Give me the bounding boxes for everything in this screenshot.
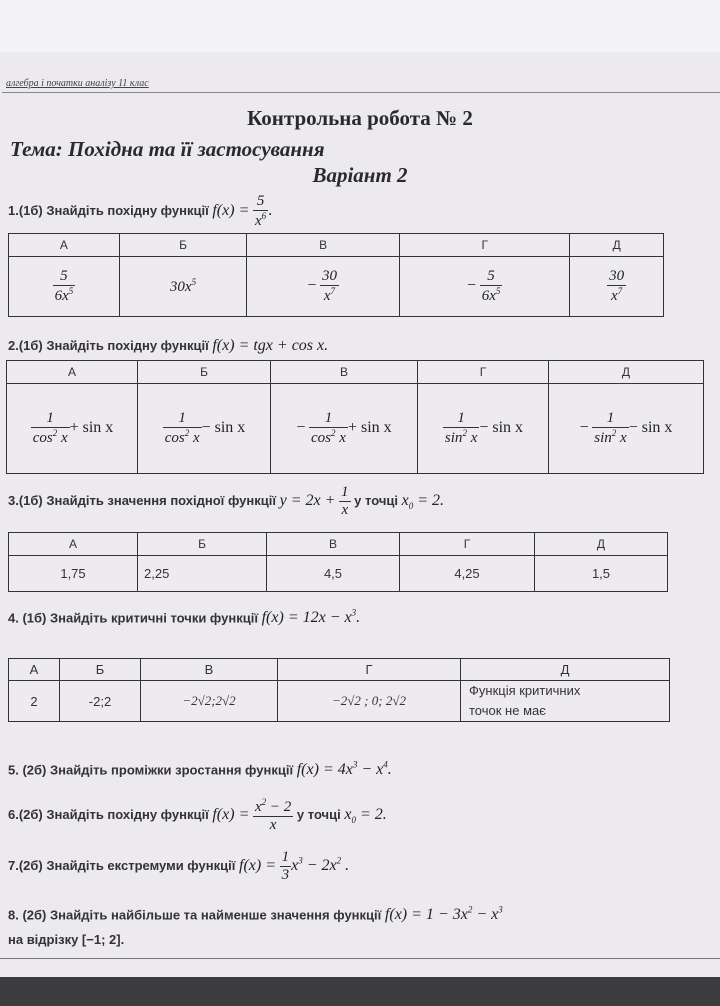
q2-letter-a: А — [7, 361, 138, 384]
question-5 — [8, 760, 392, 779]
q2-answer-d: $\frac{1}{\sin^2 x}$ − sin x — [418, 384, 549, 474]
course-header: алгебра і початки аналізу 11 клас — [6, 78, 149, 89]
bottom-divider — [0, 958, 720, 959]
question-4 — [8, 608, 360, 627]
question-6-fraction: $\frac{x^2 - 2}{x}$ — [254, 797, 292, 833]
q2-answer-e: − $\frac{1}{\sin^2 x}$ − sin x — [549, 384, 704, 474]
q1-answer-b: $30x^5$ — [119, 257, 246, 317]
q4-answer-a: 2 — [9, 681, 60, 722]
question-3-answers — [8, 532, 668, 592]
question-3-fraction: $\frac{1}{x}$ — [341, 484, 349, 518]
q3-answer-b: 2,25 — [138, 556, 267, 592]
q4-answer-e-line2: точок не має — [469, 703, 546, 718]
question-8-interval: на відрізку [−1; 2]. — [8, 932, 125, 947]
question-3-text: 3.(1б) Знайдіть значення похідної функції — [8, 492, 276, 508]
top-bar — [0, 0, 720, 52]
q3-letter-a: А — [9, 533, 138, 556]
question-4-answers — [8, 658, 670, 722]
answer-letter-c: В — [247, 234, 400, 257]
question-1-answers — [8, 233, 664, 317]
question-5-text: 5. (2б) Знайдіть проміжки зростання функції — [8, 762, 294, 778]
question-6-point-text: у точці — [296, 806, 341, 822]
question-1-formula-lhs: f(x) = — [212, 201, 250, 219]
q4-letter-a: А — [9, 659, 60, 681]
question-7-text: 7.(2б) Знайдіть екстремуми функції — [8, 857, 236, 873]
question-4-formula: $f(x) = 12x - x^3$. — [261, 608, 361, 627]
q2-answer-a: $\frac{1}{\cos^2 x}$ + sin x — [7, 384, 138, 474]
q4-answer-e — [461, 681, 670, 722]
question-3-formula: y = 2x + — [279, 491, 336, 509]
question-7-formula-rest: $x^3 - 2x^2$ . — [291, 855, 350, 874]
q2-letter-b: Б — [138, 361, 271, 384]
answer-letter-d: Г — [400, 234, 570, 257]
variant-heading: Варіант 2 — [312, 163, 408, 187]
answer-letter-a: А — [9, 234, 120, 257]
question-8-text: 8. (2б) Знайдіть найбільше та найменше значення функції — [8, 907, 382, 923]
question-6-point: $x_0 = 2$. — [344, 805, 387, 826]
q3-answer-a: 1,75 — [9, 556, 138, 592]
q4-answer-b: -2;2 — [60, 681, 141, 722]
q3-letter-b: Б — [138, 533, 267, 556]
question-1-tail: . — [268, 201, 273, 219]
q3-letter-d: Г — [400, 533, 535, 556]
q3-answer-c: 4,5 — [267, 556, 400, 592]
page-title: Контрольна робота № 2 — [247, 106, 473, 130]
question-3 — [8, 484, 444, 519]
topic-heading: Тема: Похідна та її застосування — [10, 137, 325, 161]
question-1-fraction: $\frac{5}{x^6}$ — [254, 193, 267, 229]
bottom-bar — [0, 977, 720, 1006]
question-5-formula: $f(x) = 4x^3 - x^4$. — [296, 760, 392, 779]
q1-answer-d: − $\frac{5}{6x^5}$ — [400, 257, 570, 317]
question-2-text: 2.(1б) Знайдіть похідну функції — [8, 338, 209, 353]
q1-answer-c: − $\frac{30}{x^7}$ — [247, 257, 400, 317]
q2-answer-b: $\frac{1}{\cos^2 x}$ − sin x — [138, 384, 271, 474]
header-divider — [2, 92, 720, 93]
q4-answer-c: −2√2;2√2 — [141, 681, 278, 722]
question-1 — [8, 193, 272, 230]
q1-answer-a: $\frac{5}{6x^5}$ — [9, 257, 120, 317]
q4-answer-d: −2√2 ; 0; 2√2 — [278, 681, 461, 722]
question-2-answers — [6, 360, 704, 474]
question-7-fraction: $\frac{1}{3}$ — [281, 849, 290, 883]
q2-letter-e: Д — [549, 361, 704, 384]
q2-letter-c: В — [271, 361, 418, 384]
q2-answer-c: − $\frac{1}{\cos^2 x}$ + sin x — [271, 384, 418, 474]
question-4-text: 4. (1б) Знайдіть критичні точки функції — [8, 610, 258, 626]
question-3-point: $x_0 = 2$. — [401, 491, 445, 512]
q4-answer-e-line1: Функція критичних — [469, 683, 581, 698]
q4-letter-d: Г — [278, 659, 461, 681]
q2-letter-d: Г — [418, 361, 549, 384]
question-7 — [8, 849, 349, 884]
question-2-formula: f(x) = tgx + cos x. — [212, 337, 329, 354]
q3-answer-d: 4,25 — [400, 556, 535, 592]
question-6 — [8, 797, 387, 834]
question-6-text: 6.(2б) Знайдіть похідну функції — [8, 806, 209, 822]
q3-letter-c: В — [267, 533, 400, 556]
answer-letter-b: Б — [119, 234, 246, 257]
question-3-point-text: у точці — [354, 492, 398, 508]
q4-letter-c: В — [141, 659, 278, 681]
question-6-formula: f(x) = — [212, 805, 250, 823]
q4-letter-e: Д — [461, 659, 670, 681]
question-1-text: 1.(1б) Знайдіть похідну функції — [8, 202, 209, 218]
answer-letter-e: Д — [570, 234, 664, 257]
question-8-formula: $f(x) = 1 - 3x^2 - x^3$ — [384, 905, 503, 924]
q4-letter-b: Б — [60, 659, 141, 681]
q1-answer-e: $\frac{30}{x^7}$ — [570, 257, 664, 317]
q3-letter-e: Д — [535, 533, 668, 556]
question-7-formula: f(x) = — [239, 856, 276, 874]
q3-answer-e: 1,5 — [535, 556, 668, 592]
question-8 — [8, 905, 503, 924]
question-2 — [8, 337, 328, 355]
